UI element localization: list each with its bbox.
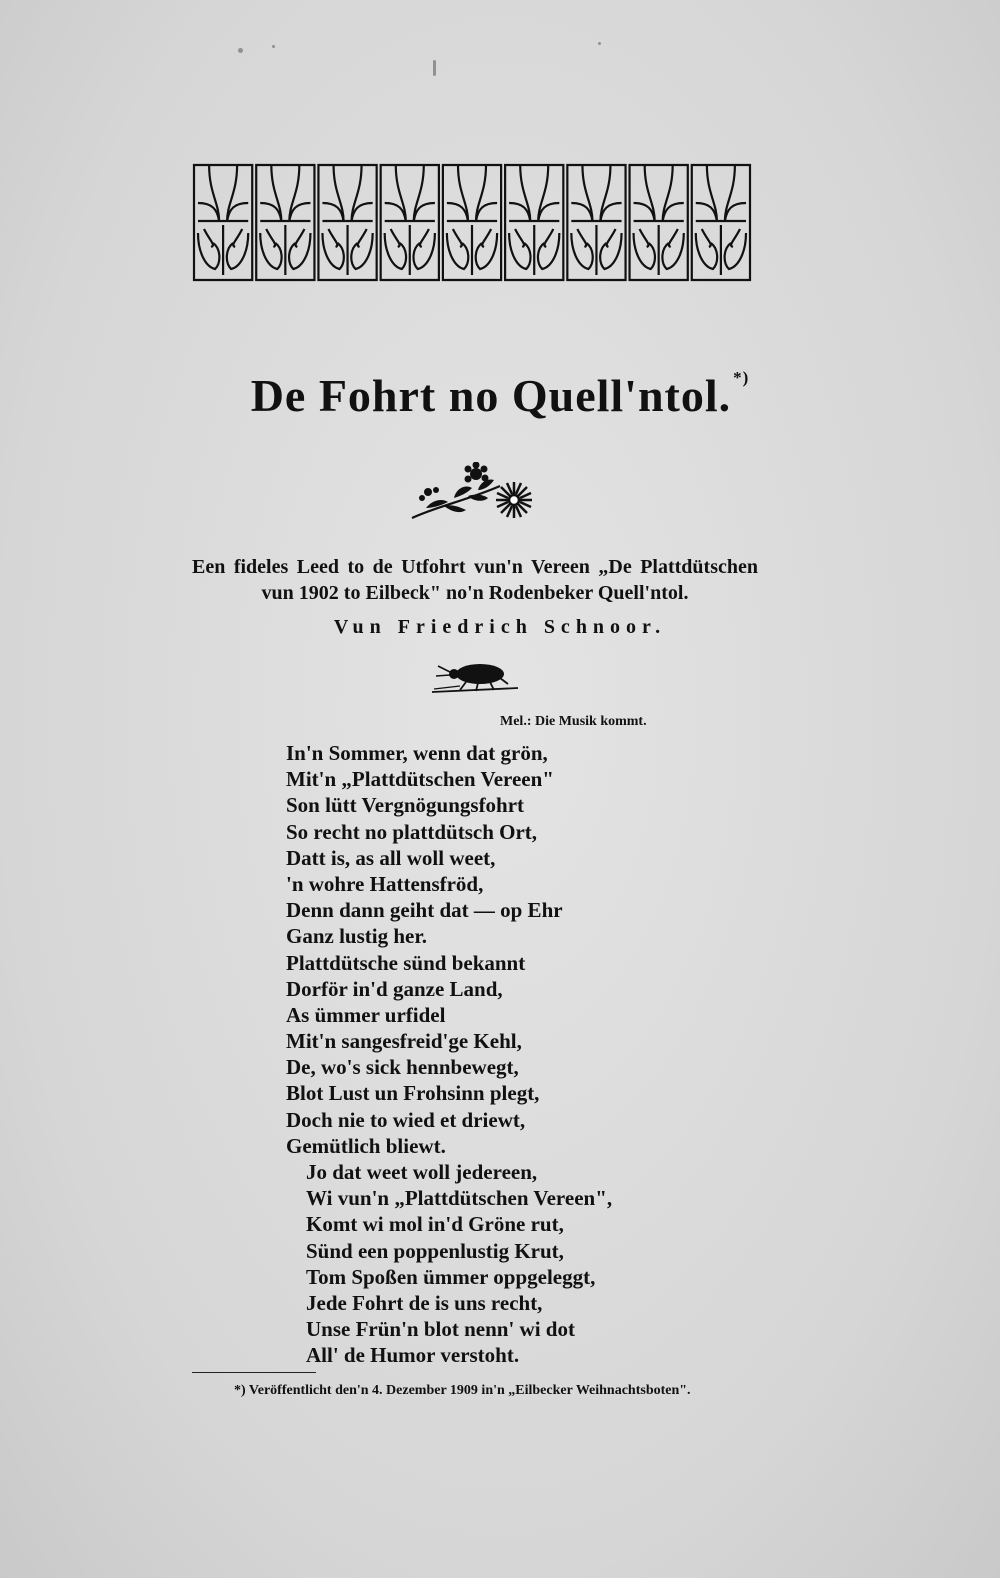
verse-line: Sünd een poppenlustig Krut, — [306, 1238, 564, 1263]
paper-speck — [272, 45, 275, 48]
intro-paragraph: Een fideles Leed to de Utfohrt vun'n Vereen „De Plattdütschen vun 1902 to Eilbeck" no'n Rodenbeker Quell'ntol. — [192, 556, 758, 604]
poem-verse — [286, 740, 612, 1369]
title-text: De Fohrt no Quell'ntol. — [250, 370, 732, 421]
verse-line: Mit'n „Plattdütschen Vereen" — [286, 767, 554, 792]
paper-speck — [238, 48, 243, 53]
ornament-tile — [630, 165, 688, 280]
ornament-tile — [443, 165, 501, 280]
verse-line: All' de Humor verstoht. — [306, 1343, 520, 1368]
footnote-rule — [192, 1372, 316, 1373]
verse-line: As ümmer urfidel — [286, 1002, 446, 1027]
title-footnote-mark: *) — [733, 368, 750, 387]
ornament-tile — [194, 165, 252, 280]
verse-line: Plattdütsche sünd bekannt — [286, 950, 526, 975]
verse-line: Blot Lust un Frohsinn plegt, — [286, 1081, 540, 1106]
verse-line: Unse Frün'n blot nenn' wi dot — [306, 1317, 575, 1342]
verse-line: Denn dann geiht dat — op Ehr — [286, 898, 563, 923]
paper-speck — [433, 60, 436, 76]
footnote: *) Veröffentlicht den'n 4. Dezember 1909 in'n „Eilbecker Weihnachtsboten". — [234, 1383, 691, 1398]
art-nouveau-border-ornament — [192, 163, 752, 282]
verse-line: In'n Sommer, wenn dat grön, — [286, 741, 548, 765]
poem-title — [0, 368, 1000, 422]
verse-line: Datt is, as all woll weet, — [286, 845, 496, 870]
verse-line: Jo dat weet woll jedereen, — [306, 1160, 538, 1184]
verse-line: Tom Spoßen ümmer oppgeleggt, — [306, 1264, 596, 1289]
verse-line: Dorför in'd ganze Land, — [286, 976, 503, 1001]
ornament-tile — [256, 165, 314, 280]
verse-line: De, wo's sick hennbewegt, — [286, 1055, 519, 1080]
verse-line: Wi vun'n „Plattdütschen Vereen", — [306, 1186, 613, 1211]
verse-line: 'n wohre Hattensfröd, — [286, 871, 484, 896]
verse-line: Doch nie to wied et driewt, — [286, 1107, 526, 1132]
verse-line: Mit'n sangesfreid'ge Kehl, — [286, 1029, 522, 1054]
paper-speck — [598, 42, 601, 45]
verse-line: Son lütt Vergnögungsfohrt — [286, 793, 525, 818]
beetle-icon — [430, 658, 520, 696]
flower-sprig-icon — [408, 462, 538, 524]
ornament-tile — [505, 165, 563, 280]
ornament-tile — [692, 165, 750, 280]
verse-line: Komt wi mol in'd Gröne rut, — [306, 1212, 564, 1237]
verse-line: Ganz lustig her. — [286, 924, 427, 949]
author-line: Vun Friedrich Schnoor. — [333, 616, 667, 638]
ornament-tile — [567, 165, 625, 280]
verse-line: So recht no plattdütsch Ort, — [286, 819, 538, 844]
melody-note: Mel.: Die Musik kommt. — [500, 714, 647, 729]
ornament-tile — [318, 165, 376, 280]
verse-line: Jede Fohrt de is uns recht, — [306, 1290, 543, 1315]
ornament-tile — [381, 165, 439, 280]
verse-line: Gemütlich bliewt. — [286, 1133, 446, 1158]
